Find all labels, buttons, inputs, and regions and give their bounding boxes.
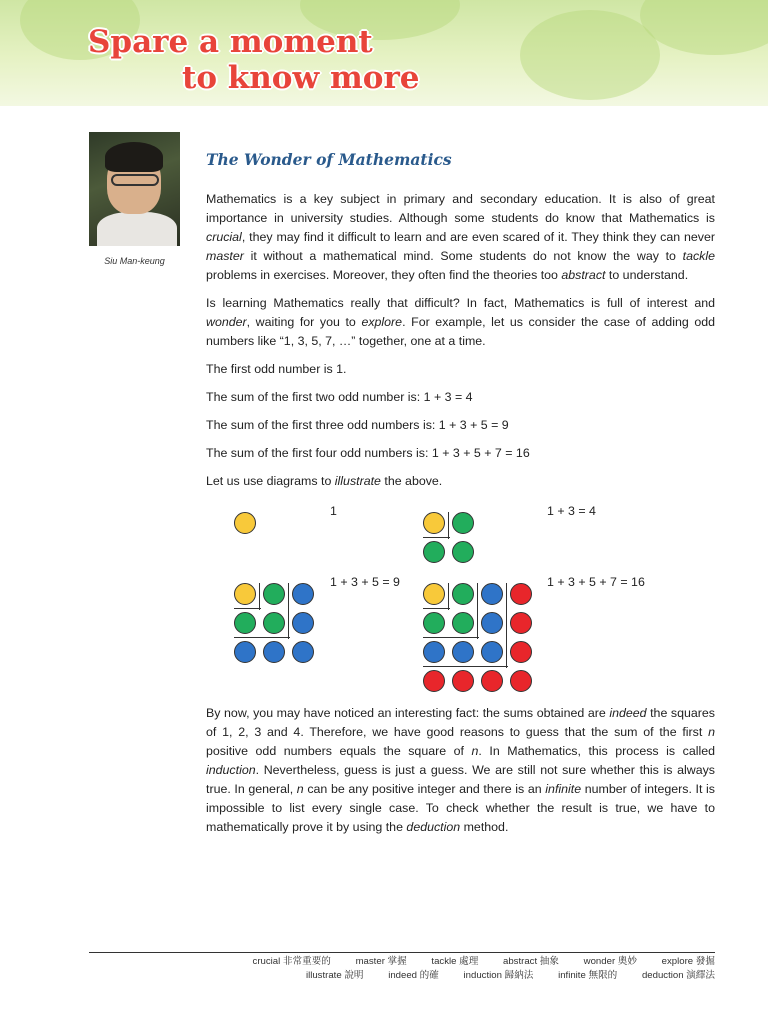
glossary-term: abstract 抽象: [503, 956, 559, 967]
diagram-4-dot: [452, 612, 474, 634]
glossary-term: master 掌握: [355, 956, 407, 967]
diagram-3-dot: [234, 612, 256, 634]
leaf-decoration: [640, 0, 768, 55]
banner-title-line1: Spare a moment: [88, 24, 373, 60]
portrait-hair: [105, 142, 163, 172]
paragraph-1: Mathematics is a key subject in primary and secondary education. It is also of great importance in university studies. Although some students do know that Mathematics is crucial, they may find it difficult to learn and are even scared of it. They think they can never master it without a mathematical mind. Some students do not know the way to tackle problems in exercises. Moreover, they often find the theories too abstract to understand.: [206, 192, 715, 282]
diagram-4-label: 1 + 3 + 5 + 7 = 16: [547, 575, 645, 589]
diagram-4-separator: [448, 583, 449, 610]
title-banner: [0, 0, 768, 106]
photo-caption: Siu Man-keung: [104, 256, 165, 266]
glossary-term: tackle 處理: [431, 956, 479, 967]
diagram-4-dot: [423, 670, 445, 692]
diagram-3-separator: [234, 637, 290, 638]
odd-sum-diagrams: [206, 500, 715, 700]
glossary-term: infinite 無限的: [558, 970, 618, 981]
diagram-4-dot: [481, 583, 503, 605]
diagram-2-dot: [452, 541, 474, 563]
diagram-3-label: 1 + 3 + 5 = 9: [330, 575, 400, 589]
diagram-4-separator: [423, 666, 508, 667]
portrait-glasses: [111, 174, 159, 186]
sum-line-3: The sum of the first three odd numbers is: 1 + 3 + 5 = 9: [206, 418, 509, 432]
diagram-4-dot: [423, 583, 445, 605]
leaf-decoration: [520, 10, 660, 100]
glossary-term: deduction 演繹法: [641, 970, 715, 981]
diagram-2-separator: [423, 537, 450, 538]
glossary-row-1: [231, 953, 715, 967]
diagram-1-label: 1: [330, 504, 337, 518]
diagram-4-dot: [423, 612, 445, 634]
glossary-term: induction 歸納法: [463, 970, 534, 981]
diagram-4-dot: [452, 670, 474, 692]
diagram-3-dot: [234, 583, 256, 605]
diagram-4-dot: [510, 670, 532, 692]
glossary-term: indeed 的確: [388, 970, 439, 981]
paragraph-2: Is learning Mathematics really that difficult? In fact, Mathematics is full of interest and wonder, waiting for you to explore. For example, let us consider the case of adding odd numbers like “1, 3, 5, 7, …” together, one at a time.: [206, 296, 716, 348]
diagram-4-separator: [477, 583, 478, 639]
diagram-3-separator: [288, 583, 289, 639]
diagram-4-dot: [423, 641, 445, 663]
diagram-4-dot: [510, 641, 532, 663]
diagram-4-separator: [423, 608, 450, 609]
sum-line-1: The first odd number is 1.: [206, 362, 347, 376]
glossary-row-2: [284, 967, 715, 981]
diagram-2-separator: [448, 512, 449, 539]
diagram-3-separator: [234, 608, 261, 609]
diagram-4-dot: [510, 612, 532, 634]
diagram-3-dot: [263, 641, 285, 663]
glossary-term: explore 發掘: [661, 956, 715, 967]
diagram-4-dot: [481, 670, 503, 692]
paragraph-3: Let us use diagrams to illustrate the above.: [206, 474, 443, 488]
diagram-4-dot: [510, 583, 532, 605]
diagram-3-separator: [259, 583, 260, 610]
paragraph-4: By now, you may have noticed an interesting fact: the sums obtained are indeed the squares of 1, 2, 3 and 4. Therefore, we have good reasons to guess that the sum of the first n positive odd numbers equals the square of n. In Mathematics, this process is called induction. Nevertheless, guess is just a guess. We are still not sure whether this is always true. In general, n can be any positive integer and there is an infinite number of integers. It is impossible to list every single case. To check whether the result is true, we have to mathematically prove it by using the deduction method.: [206, 706, 715, 834]
banner-title: [88, 24, 420, 96]
article: [206, 150, 715, 846]
glossary-term: illustrate 說明: [305, 970, 364, 981]
diagram-2-dot: [423, 541, 445, 563]
diagram-4-separator: [506, 583, 507, 668]
diagram-3-dot: [292, 612, 314, 634]
diagram-4-dot: [481, 641, 503, 663]
diagram-3-dot: [263, 583, 285, 605]
diagram-2-dot: [452, 512, 474, 534]
diagram-4-dot: [452, 641, 474, 663]
sum-line-2: The sum of the first two odd number is: 1 + 3 = 4: [206, 390, 473, 404]
banner-title-line2: to know more: [182, 60, 420, 96]
article-heading: The Wonder of Mathematics: [206, 150, 452, 169]
diagram-2-label: 1 + 3 = 4: [547, 504, 596, 518]
portrait-photo: [89, 132, 180, 246]
portrait-shirt: [97, 212, 177, 246]
diagram-3-dot: [234, 641, 256, 663]
diagram-2-dot: [423, 512, 445, 534]
diagram-4-separator: [423, 637, 479, 638]
diagram-1-dot: [234, 512, 256, 534]
diagram-3-dot: [292, 641, 314, 663]
glossary-term: crucial 非常重要的: [252, 956, 331, 967]
sum-line-4: The sum of the first four odd numbers is: 1 + 3 + 5 + 7 = 16: [206, 446, 530, 460]
glossary-term: wonder 奧妙: [583, 956, 637, 967]
diagram-4-dot: [452, 583, 474, 605]
diagram-3-dot: [292, 583, 314, 605]
diagram-4-dot: [481, 612, 503, 634]
diagram-3-dot: [263, 612, 285, 634]
